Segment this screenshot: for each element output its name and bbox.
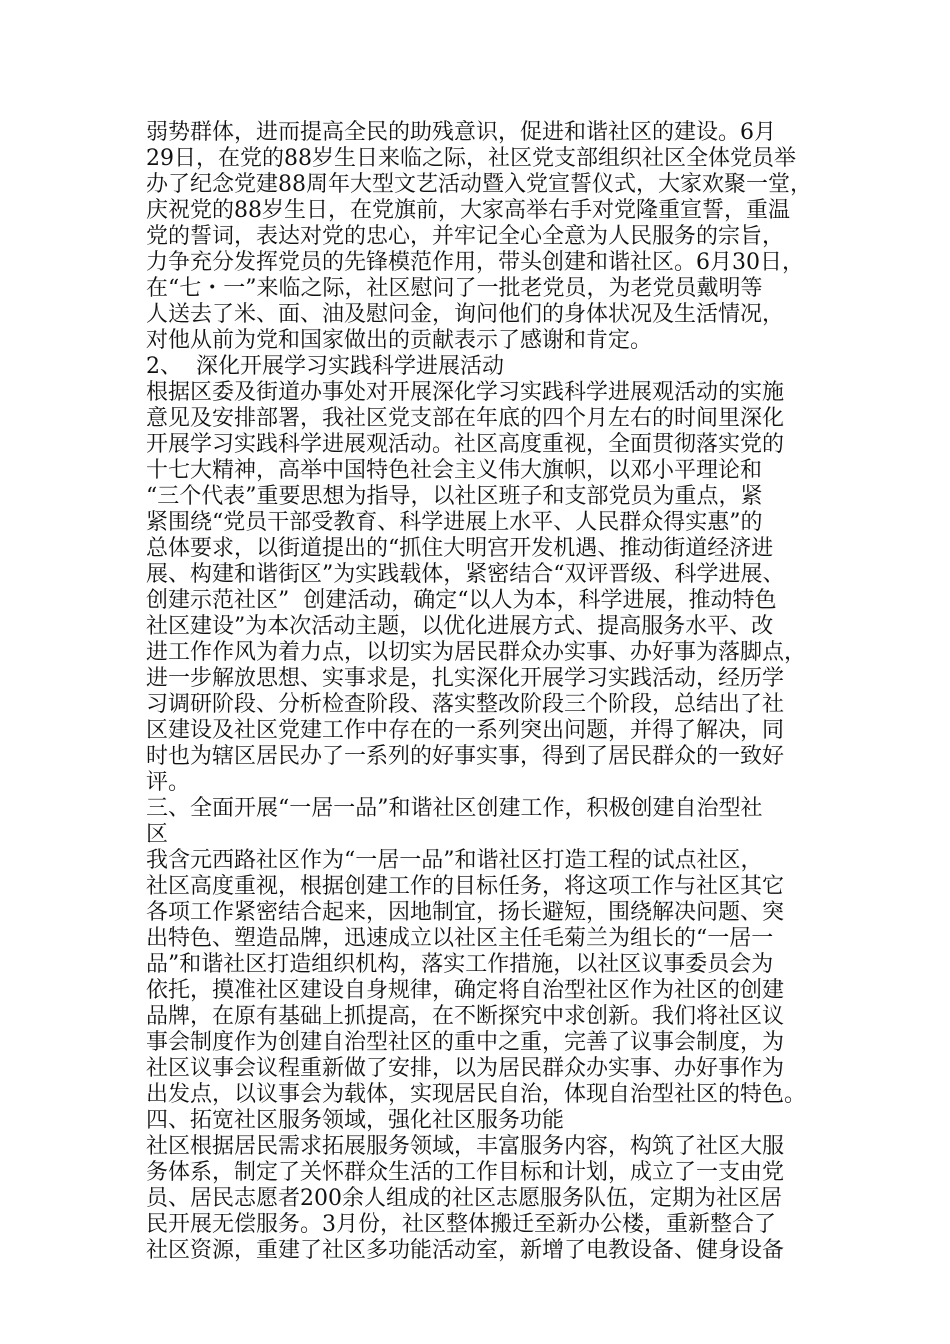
text-line: 品”和谐社区打造组织机构，落实工作措施，以社区议事委员会为 — [146, 952, 774, 977]
text-line: 依托，摸准社区建设自身规律，确定将自治型社区作为社区的创建 — [146, 978, 785, 1003]
document-body — [146, 120, 946, 1264]
text-line: 社区根据居民需求拓展服务领域，丰富服务内容，构筑了社区大服 — [146, 1134, 785, 1159]
text-line: 出发点，以议事会为载体，实现居民自治，体现自治型社区的特色。 — [146, 1082, 807, 1107]
text-line: 开展学习实践科学进展观活动。社区高度重视，全面贯彻落实党的 — [146, 432, 785, 457]
text-line: 时也为辖区居民办了一系列的好事实事，得到了居民群众的一致好 — [146, 744, 785, 769]
text-line: 进一步解放思想、实事求是，扎实深化开展学习实践活动，经历学 — [146, 666, 785, 691]
text-line: 民开展无偿服务。3月份，社区整体搬迁至新办公楼，重新整合了 — [146, 1212, 776, 1237]
text-line: 紧围绕“党员干部受教育、科学进展上水平、人民群众得实惠”的 — [146, 510, 763, 535]
section-heading: 三、全面开展“一居一品”和谐社区创建工作，积极创建自治型社 — [146, 796, 763, 821]
text-line: 事会制度作为创建自治型社区的重中之重，完善了议事会制度，为 — [146, 1030, 785, 1055]
text-line: 社区资源，重建了社区多功能活动室，新增了电教设备、健身设备 — [146, 1238, 785, 1263]
text-line: 各项工作紧密结合起来，因地制宜，扬长避短，围绕解决问题、突 — [146, 900, 785, 925]
text-line: 务体系，制定了关怀群众生活的工作目标和计划，成立了一支由党 — [146, 1160, 785, 1185]
section-heading: 区 — [146, 822, 169, 847]
text-line: 对他从前为党和国家做出的贡献表示了感谢和肯定。 — [146, 328, 653, 353]
text-line: 社区建设”为本次活动主题，以优化进展方式、提高服务水平、改 — [146, 614, 774, 639]
text-line: 习调研阶段、分析检查阶段、落实整改阶段三个阶段，总结出了社 — [146, 692, 785, 717]
text-line: 办了纪念党建88周年大型文艺活动暨入党宣誓仪式，大家欢聚一堂， — [146, 172, 812, 197]
text-line: 根据区委及街道办事处对开展深化学习实践科学进展观活动的实施 — [146, 380, 785, 405]
section-heading: 四、拓宽社区服务领域，强化社区服务功能 — [146, 1108, 565, 1133]
text-line: 社区议事会议程重新做了安排，以为居民群众办实事、办好事作为 — [146, 1056, 785, 1081]
text-line: 弱势群体，进而提高全民的助残意识，促进和谐社区的建设。6月 — [146, 120, 776, 145]
section-heading: 2、 深化开展学习实践科学进展活动 — [146, 354, 504, 379]
text-line: 创建示范社区” 创建活动，确定“以人为本，科学进展，推动特色 — [146, 588, 777, 613]
text-line: 品牌，在原有基础上抓提高，在不断探究中求创新。我们将社区议 — [146, 1004, 785, 1029]
text-line: 出特色、塑造品牌，迅速成立以社区主任毛菊兰为组长的“一居一 — [146, 926, 774, 951]
text-line: 党的誓词，表达对党的忠心，并牢记全心全意为人民服务的宗旨， — [146, 224, 785, 249]
text-line: 庆祝党的88岁生日，在党旗前，大家高举右手对党隆重宣誓，重温 — [146, 198, 790, 223]
text-line: 我含元西路社区作为“一居一品”和谐社区打造工程的试点社区， — [146, 848, 763, 873]
text-line: 社区高度重视，根据创建工作的目标任务，将这项工作与社区其它 — [146, 874, 785, 899]
text-line: 力争充分发挥党员的先锋模范作用，带头创建和谐社区。6月30日， — [146, 250, 804, 275]
text-line: 进工作作风为着力点，以切实为居民群众办实事、办好事为落脚点， — [146, 640, 807, 665]
text-line: 评。 — [146, 770, 191, 795]
text-line: “三个代表”重要思想为指导，以社区班子和支部党员为重点，紧 — [146, 484, 763, 509]
text-line: 29日，在党的88岁生日来临之际，社区党支部组织社区全体党员举 — [146, 146, 796, 171]
text-line: 员、居民志愿者200余人组成的社区志愿服务队伍，定期为社区居 — [146, 1186, 782, 1211]
text-line: 人送去了米、面、油及慰问金，询问他们的身体状况及生活情况， — [146, 302, 785, 327]
text-line: 展、构建和谐街区”为实践载体，紧密结合“双评晋级、科学进展、 — [146, 562, 785, 587]
text-line: 十七大精神，高举中国特色社会主义伟大旗帜，以邓小平理论和 — [146, 458, 763, 483]
text-line: 区建设及社区党建工作中存在的一系列突出问题，并得了解决，同 — [146, 718, 785, 743]
text-line: 在“七・一”来临之际，社区慰问了一批老党员，为老党员戴明等 — [146, 276, 763, 301]
text-line: 总体要求，以街道提出的“抓住大明宫开发机遇、推动街道经济进 — [146, 536, 774, 561]
text-line: 意见及安排部署，我社区党支部在年底的四个月左右的时间里深化 — [146, 406, 785, 431]
